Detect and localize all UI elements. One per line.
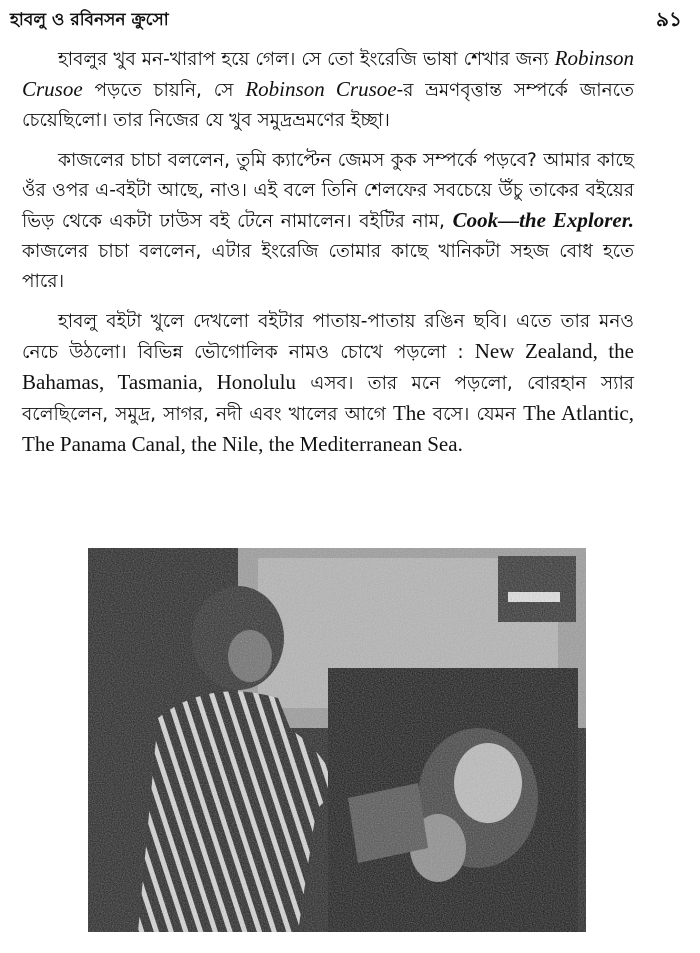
article-word: The	[392, 400, 426, 425]
text-run: হাবলু বইটা খুলে দেখলো বইটার পাতায়-পাতায় রঙিন ছবি। এতে তার মনও নেচে উঠলো। বিভিন্ন ভৌগোলিক নামও চোখে পড়লো :	[22, 311, 634, 364]
place-names: New Zealand, the Bahamas, Tasmania, Honolulu	[22, 339, 634, 394]
chapter-title: হাবলু ও রবিনসন ক্রুসো	[10, 10, 169, 30]
text-run: পড়তে চায়নি, সে	[82, 79, 246, 101]
book-title-bold-italic: Cook—the Explorer.	[452, 207, 634, 232]
paragraph-3	[22, 307, 634, 460]
book-title-italic: Robinson Crusoe	[245, 76, 397, 101]
text-run: -র ভ্রমণবৃত্তান্ত সম্পর্কে জানতে চেয়েছিলো। তার নিজের যে খুব সমুদ্রভ্রমণের ইচ্ছা।	[22, 79, 634, 131]
illustration-photo	[88, 548, 586, 932]
text-run: এসব। তার মনে পড়লো, বোরহান স্যার বলেছিলেন, সমুদ্র, সাগর, নদী এবং খালের আগে	[22, 372, 634, 425]
text-run: কাজলের চাচা বললেন, তুমি ক্যাপ্টেন জেমস কুক সম্পর্কে পড়বে? আমার কাছে ওঁর ওপর এ-বইটা আছে, নাও। এই বলে তিনি শেলফের সবচেয়ে উঁচু তাকের বইয়ের ভিড় থেকে একটা ঢাউস বই টেনে নামালেন। বইটির নাম,	[22, 150, 634, 232]
text-run: কাজলের চাচা বললেন, এটার ইংরেজি তোমার কাছে খানিকটা সহজ বোধ হতে পারে।	[22, 240, 634, 292]
photo-image	[88, 548, 586, 932]
body-text	[22, 44, 634, 471]
running-header	[10, 6, 682, 36]
text-run: বসে। যেমন	[425, 403, 524, 425]
paragraph-1	[22, 44, 634, 135]
paragraph-2	[22, 146, 634, 296]
book-title-italic: Robinson Crusoe	[22, 46, 634, 101]
example-names: The Atlantic, The Panama Canal, the Nile, the Mediterranean Sea.	[22, 400, 634, 456]
text-run: হাবলুর খুব মন-খারাপ হয়ে গেল। সে তো ইংরেজি ভাষা শেখার জন্য	[58, 49, 555, 70]
page-number: ৯১	[656, 6, 682, 31]
